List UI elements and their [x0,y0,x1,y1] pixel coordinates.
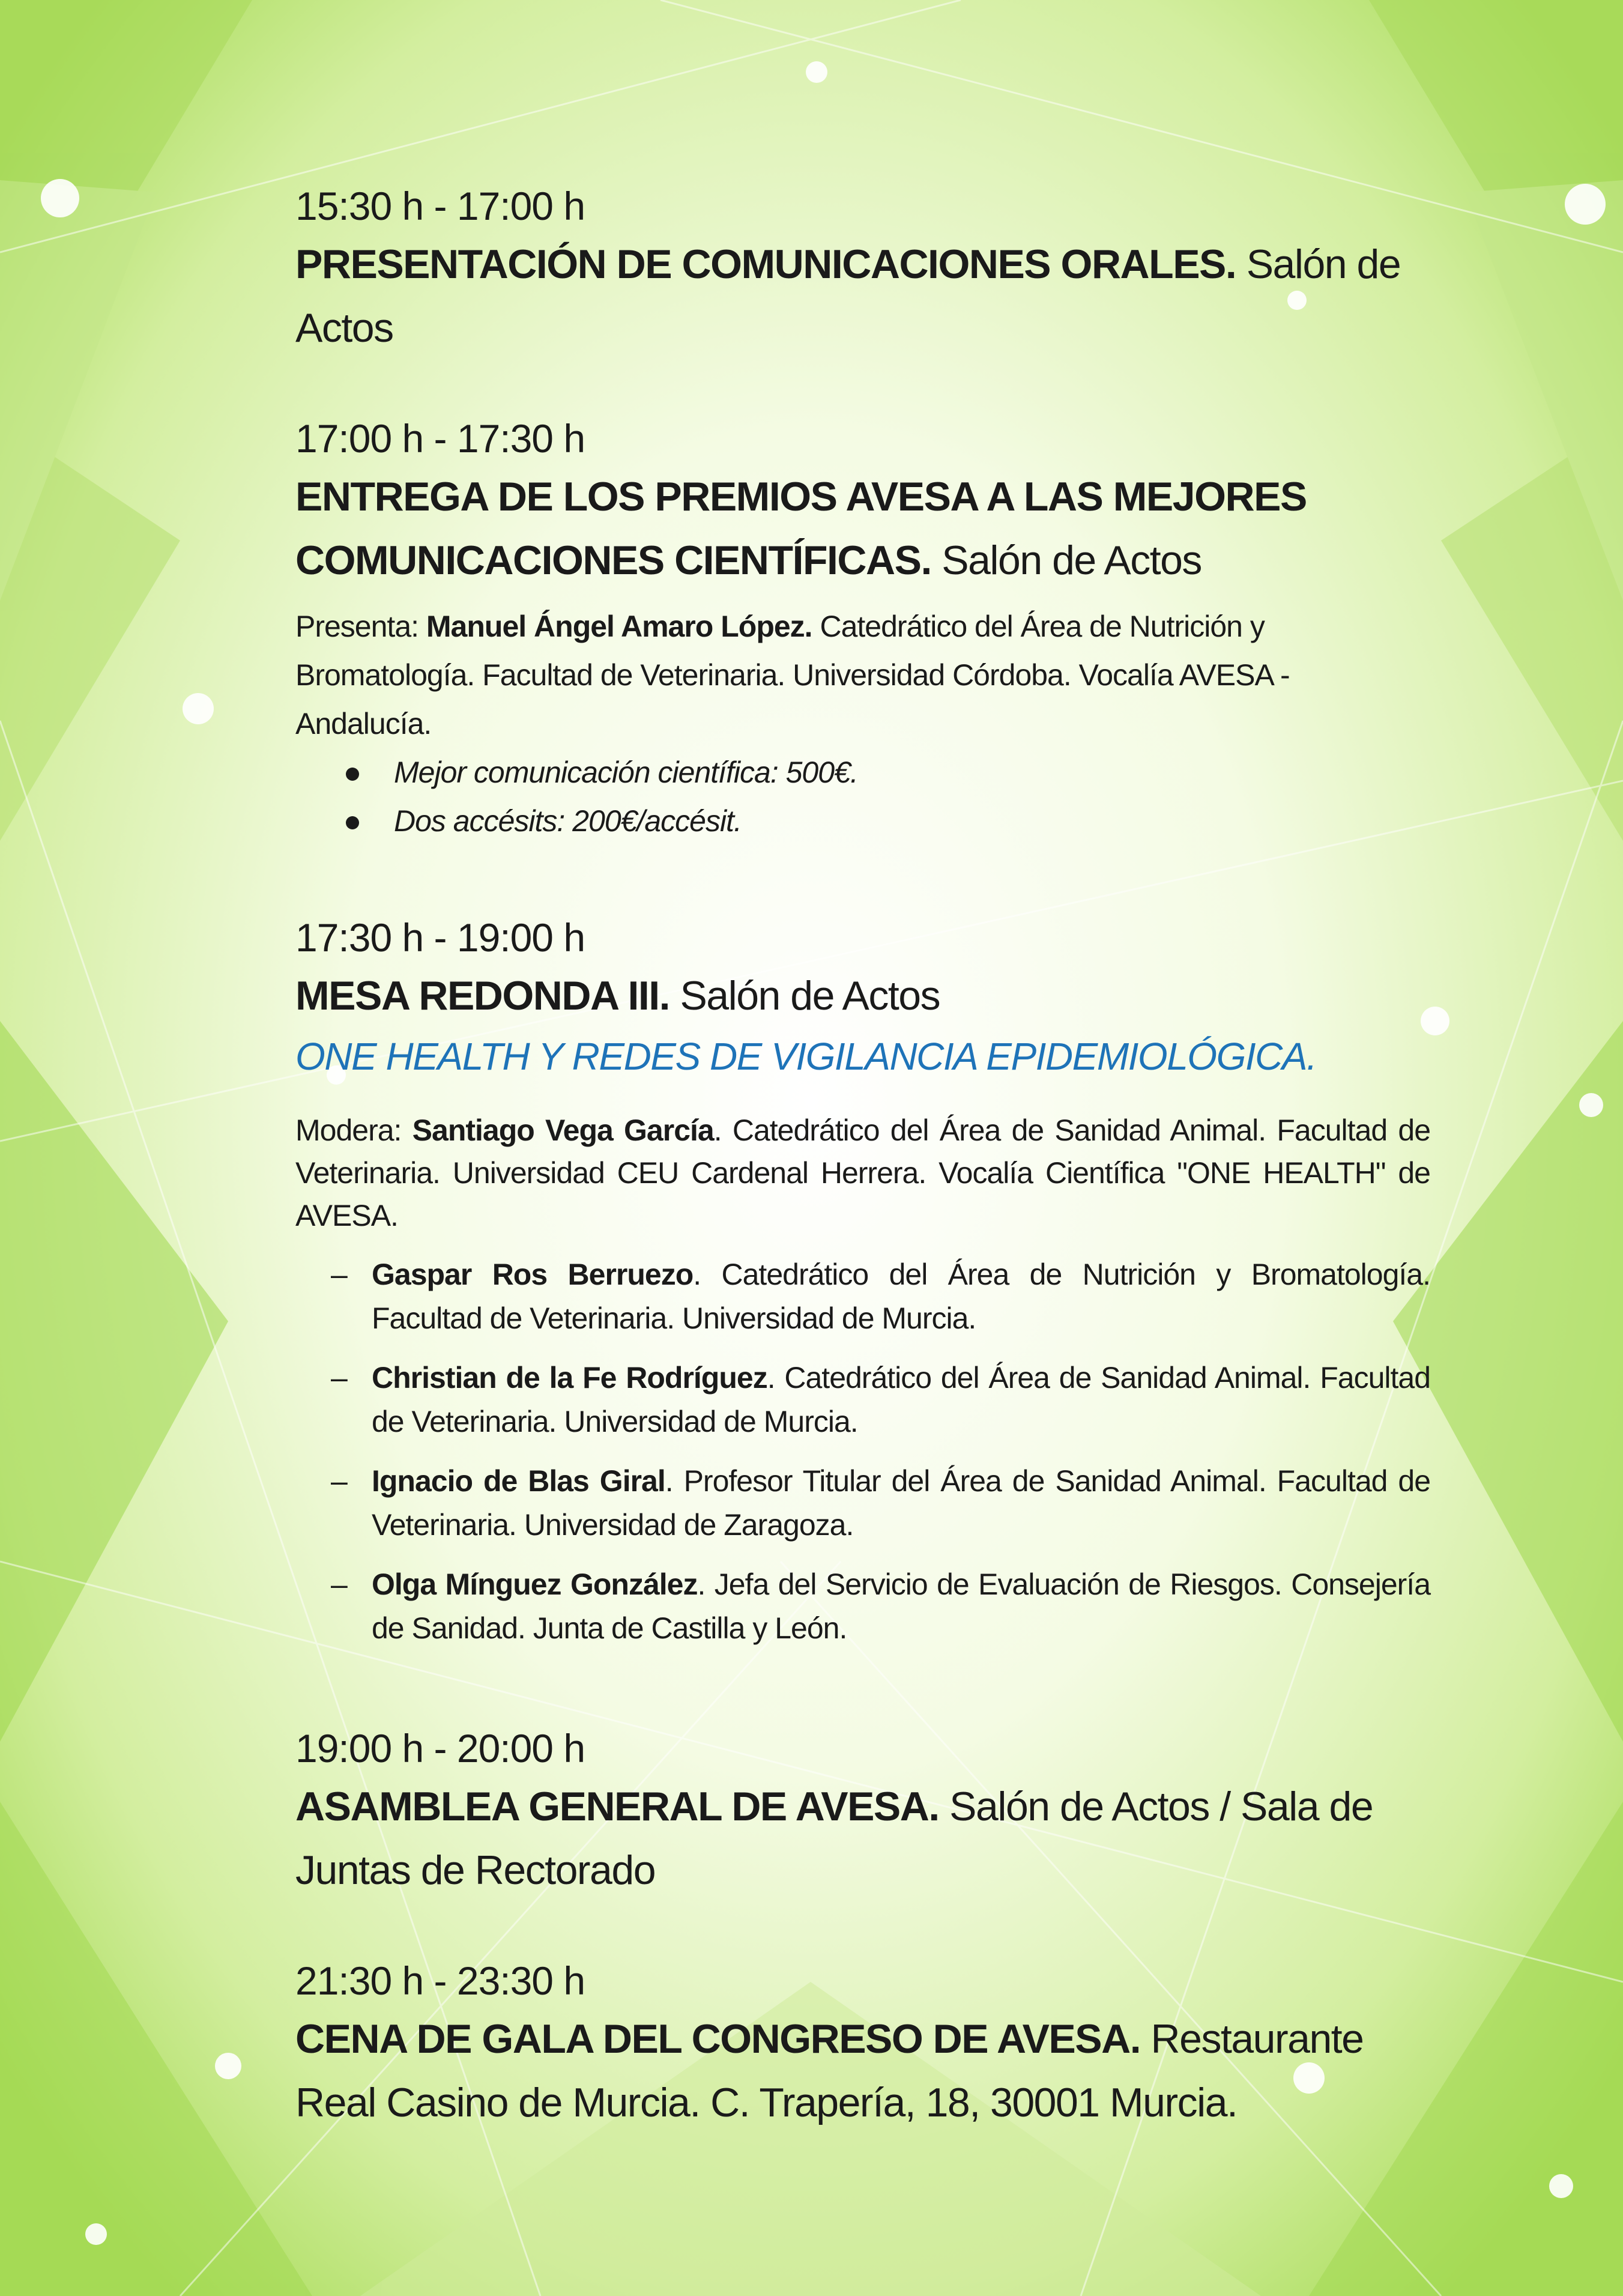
presenter-label: Presenta: [295,609,426,643]
presenter-name: Manuel Ángel Amaro López. [426,609,812,643]
session-title-bold: ENTREGA DE LOS PREMIOS AVESA A LAS MEJORES COMUNICACIONES CIENTÍFICAS. [295,474,1307,584]
session-title-bold: MESA REDONDA III. [295,972,670,1019]
list-item [331,1459,1431,1547]
session-mesa-redonda [295,912,1430,1650]
session-place: Salón de Actos [669,972,940,1019]
speaker-info: . Jefa del Servicio de Evaluación de Riesgos. Consejería de Sanidad. Junta de Castilla y León. [372,1567,1431,1645]
session-title-bold: ASAMBLEA GENERAL DE AVESA. [295,1783,939,1829]
prize-list [295,748,1430,846]
presenter [295,602,1430,748]
speaker-name: Olga Mínguez González [372,1567,698,1601]
session-title-bold: PRESENTACIÓN DE COMUNICACIONES ORALES. [295,241,1236,288]
session-place: Restaurante Real Casino de Murcia. C. Trapería, 18, 30001 Murcia. [295,2016,1364,2126]
speaker-info: . Catedrático del Área de Nutrición y Bromatología. Facultad de Veterinaria. Universidad de Murcia. [372,1257,1430,1335]
session-place: Salón de Actos [931,538,1201,584]
list-item [346,797,1430,846]
list-item [346,748,1430,797]
session-place: Salón de Actos / Sala de Juntas de Rectorado [295,1783,1373,1893]
session-presentacion [295,180,1430,360]
prize-text: Dos accésits: 200€/accésit. [394,804,742,838]
speaker-name: Gaspar Ros Berruezo [372,1257,694,1291]
dash-icon: – [331,1360,347,1395]
speaker-name: Christian de la Fe Rodríguez [372,1360,767,1395]
list-item [331,1563,1431,1650]
presenter-info: Catedrático del Área de Nutrición y Bromatología. Facultad de Veterinaria. Universidad Córdoba. Vocalía AVESA - Andalucía. [295,609,1290,741]
speaker-info: . Catedrático del Área de Sanidad Animal. Facultad de Veterinaria. Universidad de Murcia. [372,1360,1430,1438]
session-place: Salón de Actos [295,241,1401,351]
moderator-info: . Catedrático del Área de Sanidad Animal. Facultad de Veterinaria. Universidad CEU Cardenal Herrera. Vocalía Científica "ONE HEALTH" de AVESA. [295,1113,1431,1232]
prize-text: Mejor comunicación científica: 500€. [394,755,858,789]
session-time: 17:30 h - 19:00 h [295,915,585,960]
list-item [331,1253,1430,1340]
session-time: 19:00 h - 20:00 h [295,1725,585,1770]
session-time: 17:00 h - 17:30 h [295,416,585,461]
speaker-list [295,1253,1430,1650]
session-title [295,465,1430,592]
speaker-name: Ignacio de Blas Giral [372,1464,665,1498]
dash-icon: – [331,1257,347,1291]
session-asamblea [295,1722,1430,1902]
session-title [295,232,1430,360]
session-time: 15:30 h - 17:00 h [295,184,585,228]
schedule [295,180,1430,2187]
session-subtitle: ONE HEALTH Y REDES DE VIGILANCIA EPIDEMIOLÓGICA. [295,1034,1317,1078]
session-premios [295,413,1430,845]
session-title [295,1775,1430,1902]
session-cena [295,1955,1430,2134]
moderator-label: Modera: [295,1113,413,1147]
session-time: 21:30 h - 23:30 h [295,1958,585,2003]
moderator-name: Santiago Vega García [412,1113,714,1147]
dash-icon: – [331,1464,347,1498]
moderator [295,1109,1430,1237]
dash-icon: – [331,1567,347,1601]
session-title [295,964,1430,1028]
speaker-info: . Profesor Titular del Área de Sanidad Animal. Facultad de Veterinaria. Universidad de Zaragoza. [372,1464,1431,1542]
session-title [295,2007,1430,2134]
session-title-bold: CENA DE GALA DEL CONGRESO DE AVESA. [295,2016,1141,2062]
list-item [331,1356,1430,1444]
bullet-icon [346,768,359,781]
bullet-icon [346,816,359,829]
